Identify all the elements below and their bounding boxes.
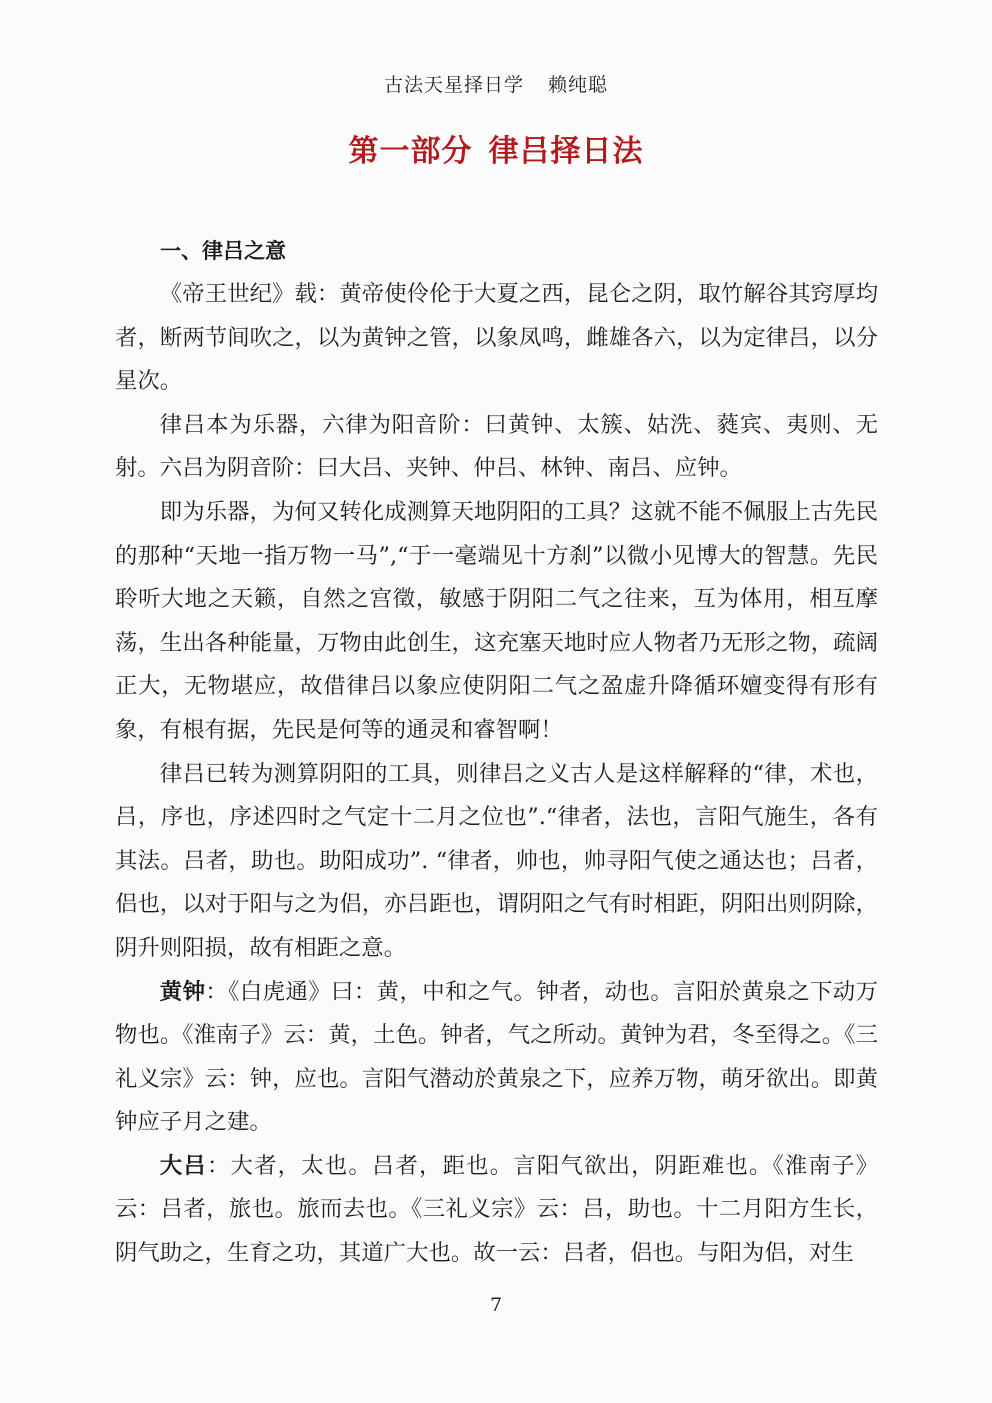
author-name: 赖纯聪 <box>548 74 609 96</box>
paragraph-dalv <box>115 1145 878 1276</box>
page-number: 7 <box>489 1294 503 1316</box>
paragraph <box>115 273 878 404</box>
paragraph-huangzhong <box>115 971 878 1145</box>
paragraph <box>115 404 878 491</box>
paragraph-text: ：大者，太也。吕者，距也。言阳气欲出，阴距难也。《淮南子》云：吕者，旅也。旅而去也。《三礼义宗》云：吕，助也。十二月阳方生长，阴气助之，生育之功，其道广大也。故一云：吕者，侣也。与阳为侣，对生 <box>115 1152 878 1267</box>
book-title: 古法天星择日学 <box>383 74 524 96</box>
paragraph-text: 律吕本为乐器，六律为阳音阶：曰黄钟、太簇、姑洗、蕤宾、夷则、无射。六吕为阴音阶：曰大吕、夹钟、仲吕、林钟、南吕、应钟。 <box>115 411 878 482</box>
running-header <box>0 70 992 97</box>
paragraph-lead-term: 黄钟 <box>159 978 206 1005</box>
section-heading: 一、律吕之意 <box>160 239 286 263</box>
body-text <box>115 273 878 1276</box>
paragraph <box>115 753 878 971</box>
paragraph-text: 即为乐器，为何又转化成测算天地阴阳的工具？这就不能不佩服上古先民的那种“天地一指万物一马”,“于一毫端见十方刹”以微小见博大的智慧。先民聆听大地之天籁，自然之宫徵，敏感于阴阳二气之往来，互为体用，相互摩荡，生出各种能量，万物由此创生，这充塞天地时应人物者乃无形之物，疏阔正大，无物堪应，故借律吕以象应使阴阳二气之盈虚升降循环嬗变得有形有象，有根有据，先民是何等的通灵和睿智啊！ <box>115 498 878 743</box>
paragraph-text: ：《白虎通》曰：黄，中和之气。钟者，动也。言阳於黄泉之下动万物也。《淮南子》云：黄，土色。钟者，气之所动。黄钟为君，冬至得之。《三礼义宗》云：钟，应也。言阳气潜动於黄泉之下，应养万物，萌牙欲出。即黄钟应子月之建。 <box>115 978 878 1136</box>
paragraph <box>115 491 878 753</box>
part-label: 第一部分 <box>348 134 473 169</box>
paragraph-text: 律吕已转为测算阴阳的工具，则律吕之义古人是这样解释的“律，术也，吕，序也，序述四时之气定十二月之位也”.“律者，法也，言阳气施生，各有其法。吕者，助也。助阳成功”. “律者，帅也，帅寻阳气使之通达也；吕者，侣也，以对于阳与之为侣，亦吕距也，谓阴阳之气有时相距，阴阳出则阴除，阴升则阳损，故有相距之意。 <box>115 760 878 961</box>
paragraph-text: 《帝王世纪》载：黄帝使伶伦于大夏之西，昆仑之阴，取竹解谷其窍厚均者，断两节间吹之，以为黄钟之管，以象凤鸣，雌雄各六，以为定律吕，以分星次。 <box>115 281 878 395</box>
part-title <box>0 126 992 170</box>
part-name: 律吕择日法 <box>488 134 644 169</box>
paragraph-lead-term: 大吕 <box>159 1152 207 1179</box>
